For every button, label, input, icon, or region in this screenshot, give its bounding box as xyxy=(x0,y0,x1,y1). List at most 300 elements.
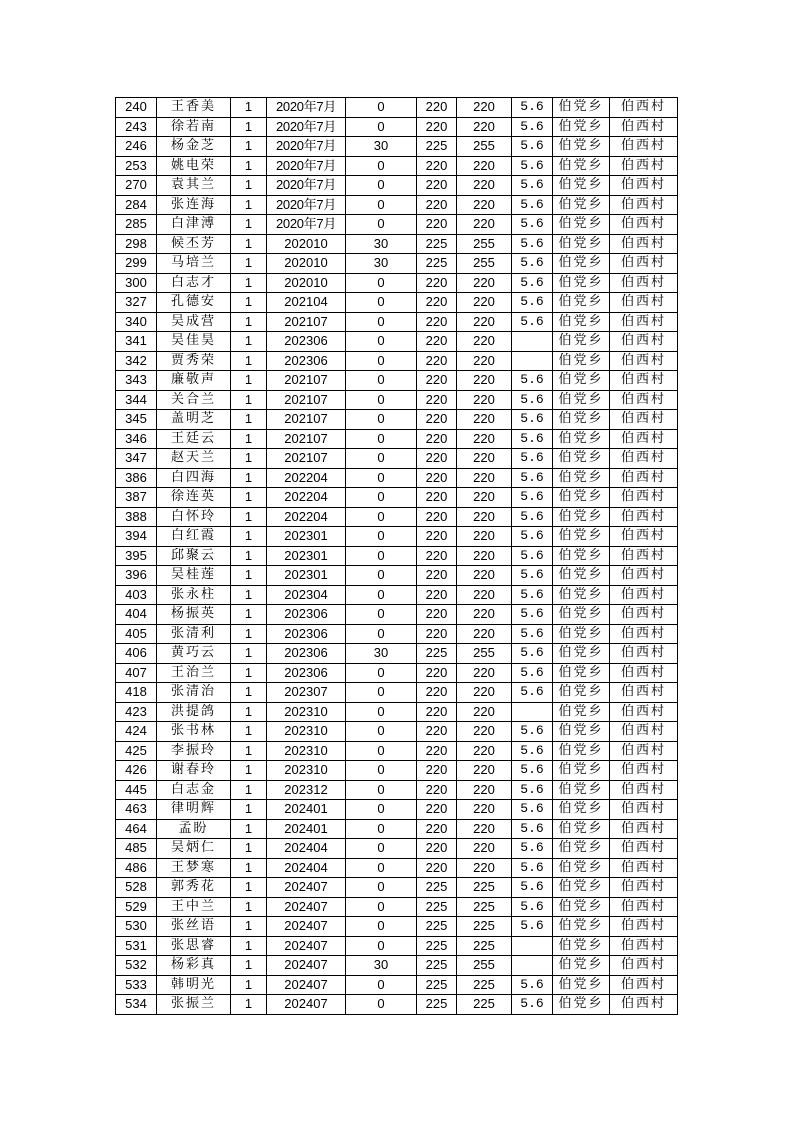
cell-start-date: 202301 xyxy=(267,546,346,566)
cell-start-date: 202107 xyxy=(267,429,346,449)
table-row xyxy=(116,683,678,703)
table-row xyxy=(116,800,678,820)
cell-name: 关合兰 xyxy=(157,390,231,410)
cell-extra: 0 xyxy=(346,663,417,683)
cell-rate: 5.6 xyxy=(512,468,553,488)
cell-base: 225 xyxy=(417,137,457,157)
cell-extra: 0 xyxy=(346,507,417,527)
table-row xyxy=(116,195,678,215)
cell-village: 伯西村 xyxy=(610,956,678,976)
cell-base: 220 xyxy=(417,371,457,391)
cell-extra: 30 xyxy=(346,254,417,274)
cell-id: 445 xyxy=(116,780,157,800)
cell-id: 341 xyxy=(116,332,157,352)
cell-village: 伯西村 xyxy=(610,488,678,508)
cell-village: 伯西村 xyxy=(610,644,678,664)
cell-village: 伯西村 xyxy=(610,936,678,956)
cell-rate: 5.6 xyxy=(512,234,553,254)
cell-rate: 5.6 xyxy=(512,312,553,332)
table-row xyxy=(116,273,678,293)
cell-id: 300 xyxy=(116,273,157,293)
cell-id: 423 xyxy=(116,702,157,722)
cell-id: 396 xyxy=(116,566,157,586)
cell-base: 225 xyxy=(417,975,457,995)
cell-total: 220 xyxy=(457,819,512,839)
cell-village: 伯西村 xyxy=(610,683,678,703)
cell-village: 伯西村 xyxy=(610,878,678,898)
cell-name: 韩明光 xyxy=(157,975,231,995)
cell-village: 伯西村 xyxy=(610,429,678,449)
cell-town: 伯党乡 xyxy=(553,624,610,644)
cell-rate xyxy=(512,351,553,371)
cell-name: 袁其兰 xyxy=(157,176,231,196)
cell-base: 225 xyxy=(417,254,457,274)
cell-extra: 0 xyxy=(346,995,417,1015)
cell-id: 285 xyxy=(116,215,157,235)
cell-start-date: 2020年7月 xyxy=(267,156,346,176)
cell-total: 220 xyxy=(457,858,512,878)
cell-count: 1 xyxy=(231,605,267,625)
cell-base: 220 xyxy=(417,312,457,332)
cell-name: 黄巧云 xyxy=(157,644,231,664)
cell-start-date: 202306 xyxy=(267,644,346,664)
cell-extra: 30 xyxy=(346,956,417,976)
cell-count: 1 xyxy=(231,624,267,644)
cell-base: 220 xyxy=(417,819,457,839)
cell-base: 220 xyxy=(417,702,457,722)
table-row xyxy=(116,878,678,898)
cell-total: 220 xyxy=(457,527,512,547)
cell-name: 王治兰 xyxy=(157,663,231,683)
cell-town: 伯党乡 xyxy=(553,546,610,566)
cell-id: 485 xyxy=(116,839,157,859)
cell-start-date: 202204 xyxy=(267,488,346,508)
cell-base: 220 xyxy=(417,780,457,800)
cell-rate: 5.6 xyxy=(512,488,553,508)
cell-town: 伯党乡 xyxy=(553,663,610,683)
cell-id: 418 xyxy=(116,683,157,703)
cell-rate: 5.6 xyxy=(512,878,553,898)
cell-rate: 5.6 xyxy=(512,390,553,410)
cell-town: 伯党乡 xyxy=(553,468,610,488)
cell-extra: 0 xyxy=(346,449,417,469)
cell-name: 白红霞 xyxy=(157,527,231,547)
cell-extra: 0 xyxy=(346,702,417,722)
cell-rate: 5.6 xyxy=(512,371,553,391)
cell-village: 伯西村 xyxy=(610,293,678,313)
cell-id: 347 xyxy=(116,449,157,469)
table-row xyxy=(116,858,678,878)
cell-base: 220 xyxy=(417,215,457,235)
cell-town: 伯党乡 xyxy=(553,975,610,995)
cell-count: 1 xyxy=(231,975,267,995)
cell-base: 220 xyxy=(417,585,457,605)
cell-rate: 5.6 xyxy=(512,722,553,742)
cell-base: 220 xyxy=(417,468,457,488)
cell-total: 220 xyxy=(457,98,512,118)
cell-name: 李振玲 xyxy=(157,741,231,761)
table-row xyxy=(116,332,678,352)
cell-base: 220 xyxy=(417,117,457,137)
cell-start-date: 202107 xyxy=(267,410,346,430)
cell-extra: 0 xyxy=(346,897,417,917)
cell-rate: 5.6 xyxy=(512,293,553,313)
cell-extra: 0 xyxy=(346,527,417,547)
cell-rate: 5.6 xyxy=(512,897,553,917)
cell-extra: 0 xyxy=(346,585,417,605)
cell-count: 1 xyxy=(231,995,267,1015)
cell-count: 1 xyxy=(231,702,267,722)
cell-village: 伯西村 xyxy=(610,371,678,391)
cell-rate: 5.6 xyxy=(512,566,553,586)
table-row xyxy=(116,741,678,761)
cell-id: 344 xyxy=(116,390,157,410)
table-row xyxy=(116,293,678,313)
cell-town: 伯党乡 xyxy=(553,858,610,878)
cell-name: 徐连英 xyxy=(157,488,231,508)
table-row xyxy=(116,936,678,956)
cell-extra: 0 xyxy=(346,936,417,956)
cell-name: 杨振英 xyxy=(157,605,231,625)
cell-start-date: 202304 xyxy=(267,585,346,605)
cell-id: 395 xyxy=(116,546,157,566)
cell-rate: 5.6 xyxy=(512,624,553,644)
cell-start-date: 202310 xyxy=(267,761,346,781)
cell-count: 1 xyxy=(231,683,267,703)
cell-total: 220 xyxy=(457,839,512,859)
cell-id: 298 xyxy=(116,234,157,254)
cell-id: 533 xyxy=(116,975,157,995)
cell-rate: 5.6 xyxy=(512,839,553,859)
cell-extra: 0 xyxy=(346,566,417,586)
table-row xyxy=(116,468,678,488)
cell-total: 220 xyxy=(457,761,512,781)
cell-village: 伯西村 xyxy=(610,449,678,469)
table-row xyxy=(116,605,678,625)
cell-village: 伯西村 xyxy=(610,312,678,332)
cell-start-date: 202407 xyxy=(267,897,346,917)
cell-base: 225 xyxy=(417,234,457,254)
cell-base: 220 xyxy=(417,410,457,430)
cell-total: 220 xyxy=(457,605,512,625)
cell-base: 220 xyxy=(417,761,457,781)
cell-start-date: 202407 xyxy=(267,878,346,898)
cell-count: 1 xyxy=(231,234,267,254)
cell-total: 220 xyxy=(457,195,512,215)
table-row xyxy=(116,839,678,859)
cell-start-date: 202310 xyxy=(267,741,346,761)
cell-extra: 30 xyxy=(346,234,417,254)
cell-village: 伯西村 xyxy=(610,605,678,625)
cell-rate: 5.6 xyxy=(512,585,553,605)
cell-id: 327 xyxy=(116,293,157,313)
cell-base: 220 xyxy=(417,273,457,293)
cell-base: 220 xyxy=(417,858,457,878)
cell-name: 王中兰 xyxy=(157,897,231,917)
cell-id: 394 xyxy=(116,527,157,547)
cell-count: 1 xyxy=(231,293,267,313)
cell-start-date: 202407 xyxy=(267,975,346,995)
cell-rate xyxy=(512,702,553,722)
cell-name: 张清利 xyxy=(157,624,231,644)
cell-town: 伯党乡 xyxy=(553,819,610,839)
cell-rate: 5.6 xyxy=(512,273,553,293)
cell-start-date: 202401 xyxy=(267,800,346,820)
cell-rate: 5.6 xyxy=(512,410,553,430)
cell-town: 伯党乡 xyxy=(553,527,610,547)
cell-town: 伯党乡 xyxy=(553,839,610,859)
cell-town: 伯党乡 xyxy=(553,566,610,586)
roster-table-body xyxy=(116,98,678,1015)
cell-base: 220 xyxy=(417,429,457,449)
cell-rate: 5.6 xyxy=(512,449,553,469)
cell-id: 240 xyxy=(116,98,157,118)
cell-rate: 5.6 xyxy=(512,975,553,995)
cell-extra: 0 xyxy=(346,741,417,761)
cell-total: 220 xyxy=(457,410,512,430)
table-row xyxy=(116,546,678,566)
cell-extra: 0 xyxy=(346,722,417,742)
cell-count: 1 xyxy=(231,780,267,800)
cell-name: 白志金 xyxy=(157,780,231,800)
cell-village: 伯西村 xyxy=(610,176,678,196)
table-row xyxy=(116,917,678,937)
cell-village: 伯西村 xyxy=(610,897,678,917)
cell-total: 225 xyxy=(457,917,512,937)
cell-town: 伯党乡 xyxy=(553,156,610,176)
cell-town: 伯党乡 xyxy=(553,605,610,625)
cell-rate: 5.6 xyxy=(512,98,553,118)
cell-base: 225 xyxy=(417,917,457,937)
cell-extra: 0 xyxy=(346,332,417,352)
cell-town: 伯党乡 xyxy=(553,722,610,742)
cell-extra: 30 xyxy=(346,137,417,157)
cell-village: 伯西村 xyxy=(610,858,678,878)
cell-village: 伯西村 xyxy=(610,741,678,761)
table-row xyxy=(116,215,678,235)
table-row xyxy=(116,761,678,781)
cell-extra: 30 xyxy=(346,644,417,664)
cell-village: 伯西村 xyxy=(610,624,678,644)
cell-extra: 0 xyxy=(346,488,417,508)
cell-rate: 5.6 xyxy=(512,819,553,839)
cell-id: 406 xyxy=(116,644,157,664)
cell-name: 白津溥 xyxy=(157,215,231,235)
table-row xyxy=(116,663,678,683)
table-row xyxy=(116,975,678,995)
cell-town: 伯党乡 xyxy=(553,741,610,761)
cell-rate: 5.6 xyxy=(512,117,553,137)
cell-id: 529 xyxy=(116,897,157,917)
cell-name: 贾秀荣 xyxy=(157,351,231,371)
cell-count: 1 xyxy=(231,800,267,820)
cell-rate: 5.6 xyxy=(512,605,553,625)
cell-town: 伯党乡 xyxy=(553,683,610,703)
cell-count: 1 xyxy=(231,644,267,664)
cell-id: 532 xyxy=(116,956,157,976)
cell-rate: 5.6 xyxy=(512,527,553,547)
cell-start-date: 202301 xyxy=(267,566,346,586)
cell-village: 伯西村 xyxy=(610,117,678,137)
table-row xyxy=(116,644,678,664)
cell-count: 1 xyxy=(231,176,267,196)
cell-town: 伯党乡 xyxy=(553,234,610,254)
cell-start-date: 2020年7月 xyxy=(267,98,346,118)
cell-rate: 5.6 xyxy=(512,254,553,274)
cell-name: 郭秀花 xyxy=(157,878,231,898)
cell-total: 220 xyxy=(457,702,512,722)
cell-town: 伯党乡 xyxy=(553,800,610,820)
cell-base: 220 xyxy=(417,195,457,215)
cell-base: 220 xyxy=(417,527,457,547)
cell-total: 220 xyxy=(457,624,512,644)
cell-id: 246 xyxy=(116,137,157,157)
cell-count: 1 xyxy=(231,546,267,566)
cell-name: 邱聚云 xyxy=(157,546,231,566)
cell-start-date: 2020年7月 xyxy=(267,176,346,196)
cell-extra: 0 xyxy=(346,780,417,800)
table-row xyxy=(116,488,678,508)
cell-town: 伯党乡 xyxy=(553,995,610,1015)
cell-rate: 5.6 xyxy=(512,137,553,157)
cell-extra: 0 xyxy=(346,917,417,937)
cell-name: 盖明芝 xyxy=(157,410,231,430)
table-row xyxy=(116,137,678,157)
cell-count: 1 xyxy=(231,956,267,976)
cell-base: 220 xyxy=(417,605,457,625)
cell-town: 伯党乡 xyxy=(553,332,610,352)
cell-town: 伯党乡 xyxy=(553,371,610,391)
cell-name: 谢春玲 xyxy=(157,761,231,781)
cell-base: 225 xyxy=(417,878,457,898)
cell-extra: 0 xyxy=(346,215,417,235)
table-row xyxy=(116,897,678,917)
cell-id: 486 xyxy=(116,858,157,878)
table-row xyxy=(116,819,678,839)
cell-count: 1 xyxy=(231,917,267,937)
cell-name: 吴成营 xyxy=(157,312,231,332)
cell-extra: 0 xyxy=(346,819,417,839)
cell-id: 342 xyxy=(116,351,157,371)
cell-count: 1 xyxy=(231,390,267,410)
cell-rate xyxy=(512,956,553,976)
cell-total: 255 xyxy=(457,234,512,254)
cell-extra: 0 xyxy=(346,117,417,137)
cell-count: 1 xyxy=(231,273,267,293)
cell-count: 1 xyxy=(231,507,267,527)
cell-name: 张振兰 xyxy=(157,995,231,1015)
cell-extra: 0 xyxy=(346,410,417,430)
cell-start-date: 202404 xyxy=(267,858,346,878)
cell-rate: 5.6 xyxy=(512,780,553,800)
cell-extra: 0 xyxy=(346,761,417,781)
cell-rate: 5.6 xyxy=(512,761,553,781)
cell-total: 220 xyxy=(457,293,512,313)
cell-total: 220 xyxy=(457,117,512,137)
cell-rate: 5.6 xyxy=(512,546,553,566)
cell-village: 伯西村 xyxy=(610,195,678,215)
cell-village: 伯西村 xyxy=(610,995,678,1015)
cell-extra: 0 xyxy=(346,429,417,449)
cell-village: 伯西村 xyxy=(610,156,678,176)
cell-town: 伯党乡 xyxy=(553,176,610,196)
table-row xyxy=(116,351,678,371)
cell-total: 220 xyxy=(457,488,512,508)
cell-village: 伯西村 xyxy=(610,585,678,605)
cell-count: 1 xyxy=(231,312,267,332)
cell-extra: 0 xyxy=(346,156,417,176)
cell-village: 伯西村 xyxy=(610,527,678,547)
roster-table xyxy=(115,97,678,1015)
cell-start-date: 202010 xyxy=(267,273,346,293)
table-row xyxy=(116,956,678,976)
cell-start-date: 202306 xyxy=(267,332,346,352)
cell-extra: 0 xyxy=(346,624,417,644)
cell-id: 299 xyxy=(116,254,157,274)
cell-count: 1 xyxy=(231,215,267,235)
cell-rate: 5.6 xyxy=(512,858,553,878)
cell-name: 张思睿 xyxy=(157,936,231,956)
cell-count: 1 xyxy=(231,897,267,917)
cell-village: 伯西村 xyxy=(610,975,678,995)
table-row xyxy=(116,312,678,332)
cell-count: 1 xyxy=(231,878,267,898)
cell-start-date: 202107 xyxy=(267,312,346,332)
cell-base: 220 xyxy=(417,663,457,683)
table-row xyxy=(116,234,678,254)
cell-count: 1 xyxy=(231,722,267,742)
cell-extra: 0 xyxy=(346,468,417,488)
cell-extra: 0 xyxy=(346,293,417,313)
cell-total: 225 xyxy=(457,878,512,898)
cell-total: 220 xyxy=(457,507,512,527)
cell-town: 伯党乡 xyxy=(553,585,610,605)
cell-start-date: 202310 xyxy=(267,702,346,722)
table-row xyxy=(116,98,678,118)
cell-name: 王廷云 xyxy=(157,429,231,449)
cell-total: 220 xyxy=(457,663,512,683)
cell-total: 255 xyxy=(457,956,512,976)
cell-start-date: 202404 xyxy=(267,839,346,859)
cell-village: 伯西村 xyxy=(610,546,678,566)
cell-extra: 0 xyxy=(346,878,417,898)
cell-count: 1 xyxy=(231,488,267,508)
cell-town: 伯党乡 xyxy=(553,507,610,527)
table-row xyxy=(116,429,678,449)
cell-count: 1 xyxy=(231,195,267,215)
cell-name: 赵天兰 xyxy=(157,449,231,469)
cell-base: 220 xyxy=(417,624,457,644)
cell-name: 吴炳仁 xyxy=(157,839,231,859)
cell-town: 伯党乡 xyxy=(553,449,610,469)
cell-rate: 5.6 xyxy=(512,215,553,235)
cell-count: 1 xyxy=(231,566,267,586)
cell-total: 220 xyxy=(457,683,512,703)
table-row xyxy=(116,566,678,586)
cell-town: 伯党乡 xyxy=(553,878,610,898)
cell-id: 464 xyxy=(116,819,157,839)
cell-village: 伯西村 xyxy=(610,332,678,352)
cell-town: 伯党乡 xyxy=(553,936,610,956)
cell-base: 220 xyxy=(417,293,457,313)
cell-rate: 5.6 xyxy=(512,917,553,937)
cell-name: 律明辉 xyxy=(157,800,231,820)
cell-town: 伯党乡 xyxy=(553,897,610,917)
cell-id: 346 xyxy=(116,429,157,449)
cell-town: 伯党乡 xyxy=(553,917,610,937)
cell-town: 伯党乡 xyxy=(553,312,610,332)
cell-rate: 5.6 xyxy=(512,156,553,176)
